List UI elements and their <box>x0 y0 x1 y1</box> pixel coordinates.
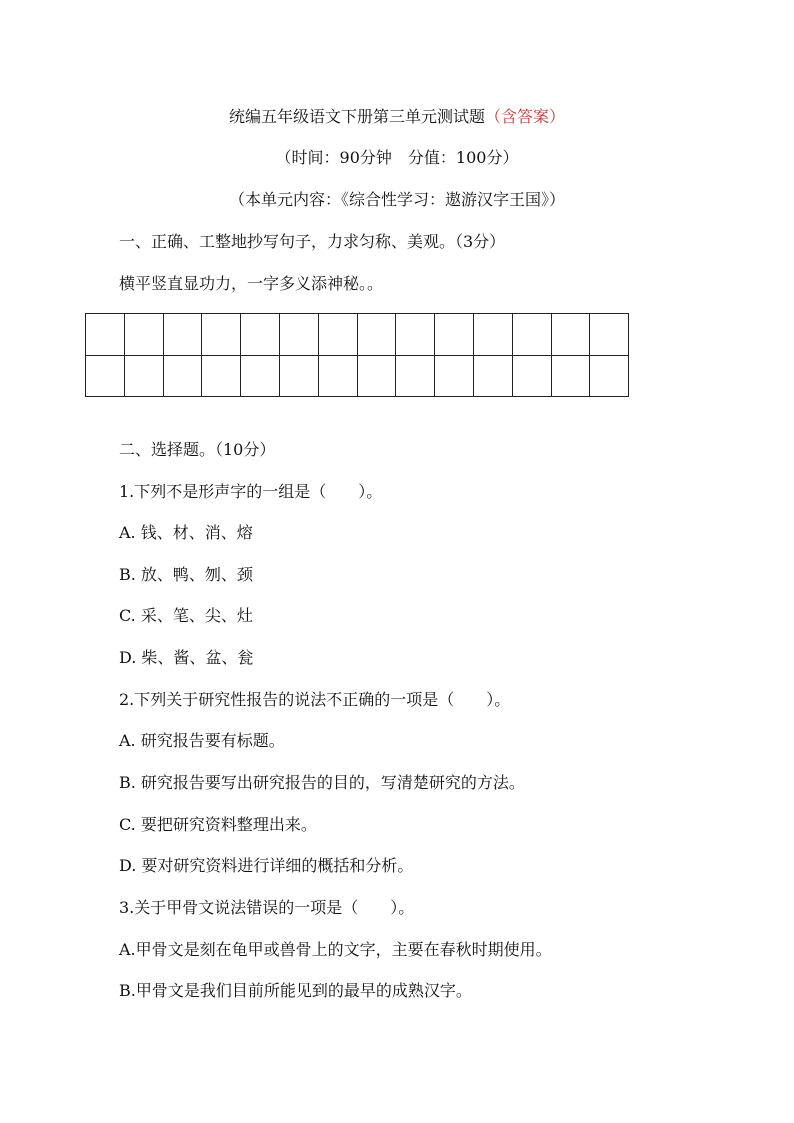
grid-cell[interactable] <box>86 314 125 356</box>
q1-option-a: A. 钱、材、消、熔 <box>119 523 253 542</box>
grid-cell[interactable] <box>551 355 590 397</box>
copy-sentence: 横平竖直显功力，一字多义添神秘。。 <box>119 274 384 293</box>
grid-cell[interactable] <box>318 355 357 397</box>
unit-content-line: （本单元内容：《综合性学习：遨游汉字王国》） <box>228 190 565 209</box>
grid-cell[interactable] <box>86 355 125 397</box>
grid-row <box>86 355 629 397</box>
grid-cell[interactable] <box>279 314 318 356</box>
q1-option-d: D. 柴、酱、盆、瓮 <box>119 648 254 667</box>
grid-cell[interactable] <box>396 314 435 356</box>
page-title <box>0 107 794 127</box>
q2-option-a: A. 研究报告要有标题。 <box>119 731 285 750</box>
question-1-stem: 1.下列不是形声字的一组是（ ）。 <box>119 482 383 501</box>
writing-grid[interactable] <box>85 313 629 397</box>
grid-cell[interactable] <box>202 355 241 397</box>
grid-cell[interactable] <box>396 355 435 397</box>
title-main: 统编五年级语文下册第三单元测试题 <box>228 107 485 126</box>
grid-cell[interactable] <box>435 314 474 356</box>
section1-heading: 一、正确、工整地抄写句子，力求匀称、美观。（3分） <box>119 232 506 251</box>
grid-cell[interactable] <box>124 314 163 356</box>
grid-cell[interactable] <box>163 355 202 397</box>
grid-cell[interactable] <box>512 355 551 397</box>
grid-cell[interactable] <box>357 314 396 356</box>
q1-option-c: C. 采、笔、尖、灶 <box>119 606 253 625</box>
grid-cell[interactable] <box>241 355 280 397</box>
title-accent: （含答案） <box>485 107 566 126</box>
grid-cell[interactable] <box>241 314 280 356</box>
q3-option-b: B.甲骨文是我们目前所能见到的最早的成熟汉字。 <box>119 981 472 1000</box>
q1-option-b: B. 放、鸭、刎、颈 <box>119 565 253 584</box>
question-2-stem: 2.下列关于研究性报告的说法不正确的一项是（ ）。 <box>119 690 511 709</box>
section2-heading: 二、选择题。（10分） <box>119 440 276 459</box>
q2-option-d: D. 要对研究资料进行详细的概括和分析。 <box>119 856 414 875</box>
grid-cell[interactable] <box>163 314 202 356</box>
q2-option-b: B. 研究报告要写出研究报告的目的，写清楚研究的方法。 <box>119 773 525 792</box>
grid-cell[interactable] <box>357 355 396 397</box>
grid-cell[interactable] <box>473 314 512 356</box>
grid-cell[interactable] <box>279 355 318 397</box>
grid-cell[interactable] <box>473 355 512 397</box>
grid-cell[interactable] <box>124 355 163 397</box>
grid-cell[interactable] <box>590 314 629 356</box>
grid-cell[interactable] <box>590 355 629 397</box>
grid-cell[interactable] <box>435 355 474 397</box>
grid-row <box>86 314 629 356</box>
q3-option-a: A.甲骨文是刻在龟甲或兽骨上的文字，主要在春秋时期使用。 <box>119 940 552 959</box>
grid-cell[interactable] <box>551 314 590 356</box>
grid-cell[interactable] <box>318 314 357 356</box>
question-3-stem: 3.关于甲骨文说法错误的一项是（ ）。 <box>119 898 415 917</box>
grid-cell[interactable] <box>202 314 241 356</box>
q2-option-c: C. 要把研究资料整理出来。 <box>119 815 317 834</box>
grid-cell[interactable] <box>512 314 551 356</box>
time-score-line: （时间：90分钟 分值：100分） <box>275 148 519 167</box>
